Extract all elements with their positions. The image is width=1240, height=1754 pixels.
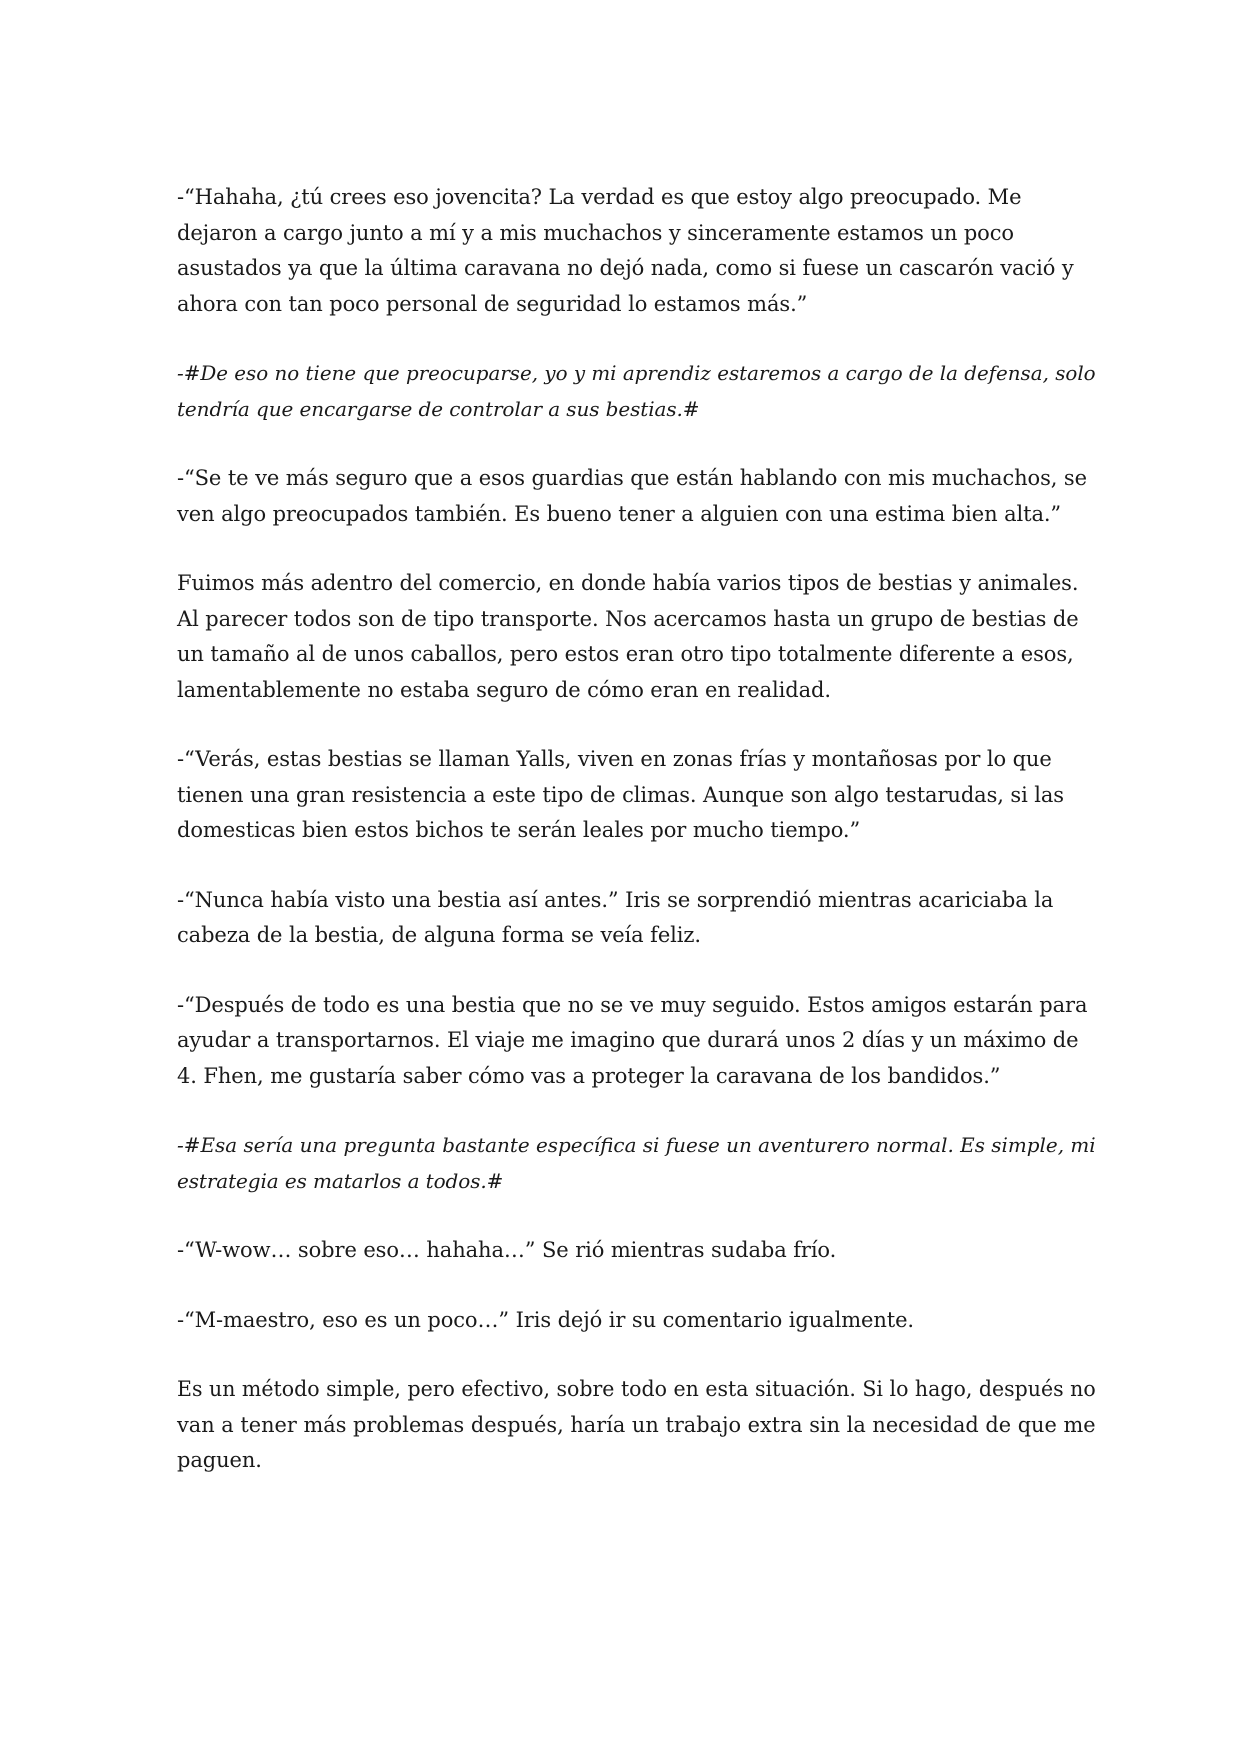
- text-line: Fuimos más adentro del comercio, en donde había varios tipos de bestias y animales.: [177, 571, 1079, 595]
- paragraph-2: [177, 356, 1096, 427]
- text-line: ayudar a transportarnos. El viaje me imagino que durará unos 2 días y un máximo de: [177, 1028, 1079, 1052]
- text-line: cabeza de la bestia, de alguna forma se veía feliz.: [177, 923, 701, 947]
- paragraph-5: [177, 742, 1087, 849]
- paragraph-4: [177, 566, 1087, 708]
- paragraph-9: [177, 1233, 1087, 1269]
- text-line: -#De eso no tiene que preocuparse, yo y mi aprendiz estaremos a cargo de la defensa, solo: [177, 361, 1096, 385]
- text-line: -#Esa sería una pregunta bastante específica si fuese un aventurero normal. Es simple, mi: [177, 1133, 1096, 1157]
- text-line: ven algo preocupados también. Es bueno tener a alguien con una estima bien alta.”: [177, 501, 1062, 526]
- text-line: ahora con tan poco personal de seguridad lo estamos más.”: [177, 291, 808, 316]
- paragraph-1: [177, 180, 1087, 322]
- text-line: -“Verás, estas bestias se llaman Yalls, viven en zonas frías y montañosas por lo que: [177, 747, 1052, 771]
- text-line: Al parecer todos son de tipo transporte. Nos acercamos hasta un grupo de bestias de: [177, 606, 1079, 631]
- text-line: -“W-wow… sobre eso… hahaha…” Se rió mientras sudaba frío.: [177, 1238, 837, 1262]
- paragraph-8: [177, 1128, 1096, 1199]
- text-line: 4. Fhen, me gustaría saber cómo vas a proteger la caravana de los bandidos.”: [177, 1063, 1001, 1088]
- text-line: Es un método simple, pero efectivo, sobre todo en esta situación. Si lo hago, después no: [177, 1377, 1096, 1401]
- text-line: estrategia es matarlos a todos.#: [177, 1168, 504, 1193]
- text-line: -“Después de todo es una bestia que no se ve muy seguido. Estos amigos estarán para: [177, 992, 1088, 1017]
- text-line: -“M-maestro, eso es un poco…” Iris dejó ir su comentario igualmente.: [177, 1307, 915, 1332]
- text-line: asustados ya que la última caravana no dejó nada, como si fuese un cascarón vació y: [177, 256, 1074, 280]
- paragraph-11: [177, 1372, 1096, 1479]
- text-line: domesticas bien estos bichos te serán leales por mucho tiempo.”: [177, 818, 861, 842]
- text-line: -“Hahaha, ¿tú crees eso jovencita? La verdad es que estoy algo preocupado. Me: [177, 185, 1022, 209]
- text-line: tendría que encargarse de controlar a sus bestias.#: [177, 396, 700, 421]
- text-line: -“Se te ve más seguro que a esos guardias que están hablando con mis muchachos, se: [177, 466, 1087, 490]
- paragraph-10: [177, 1303, 1087, 1339]
- text-line: van a tener más problemas después, haría un trabajo extra sin la necesidad de que me: [177, 1412, 1096, 1437]
- text-line: paguen.: [177, 1448, 262, 1472]
- paragraph-3: [177, 461, 1087, 532]
- text-line: -“Nunca había visto una bestia así antes.” Iris se sorprendió mientras acariciaba la: [177, 887, 1054, 912]
- text-line: tienen una gran resistencia a este tipo de climas. Aunque son algo testarudas, si las: [177, 782, 1064, 807]
- text-line: dejaron a cargo junto a mí y a mis muchachos y sinceramente estamos un poco: [177, 220, 1014, 245]
- document-body: [177, 180, 1096, 1513]
- paragraph-6: [177, 883, 1087, 954]
- text-line: un tamaño al de unos caballos, pero estos eran otro tipo totalmente diferente a esos,: [177, 642, 1074, 666]
- text-line: lamentablemente no estaba seguro de cómo eran en realidad.: [177, 677, 831, 702]
- paragraph-7: [177, 988, 1087, 1095]
